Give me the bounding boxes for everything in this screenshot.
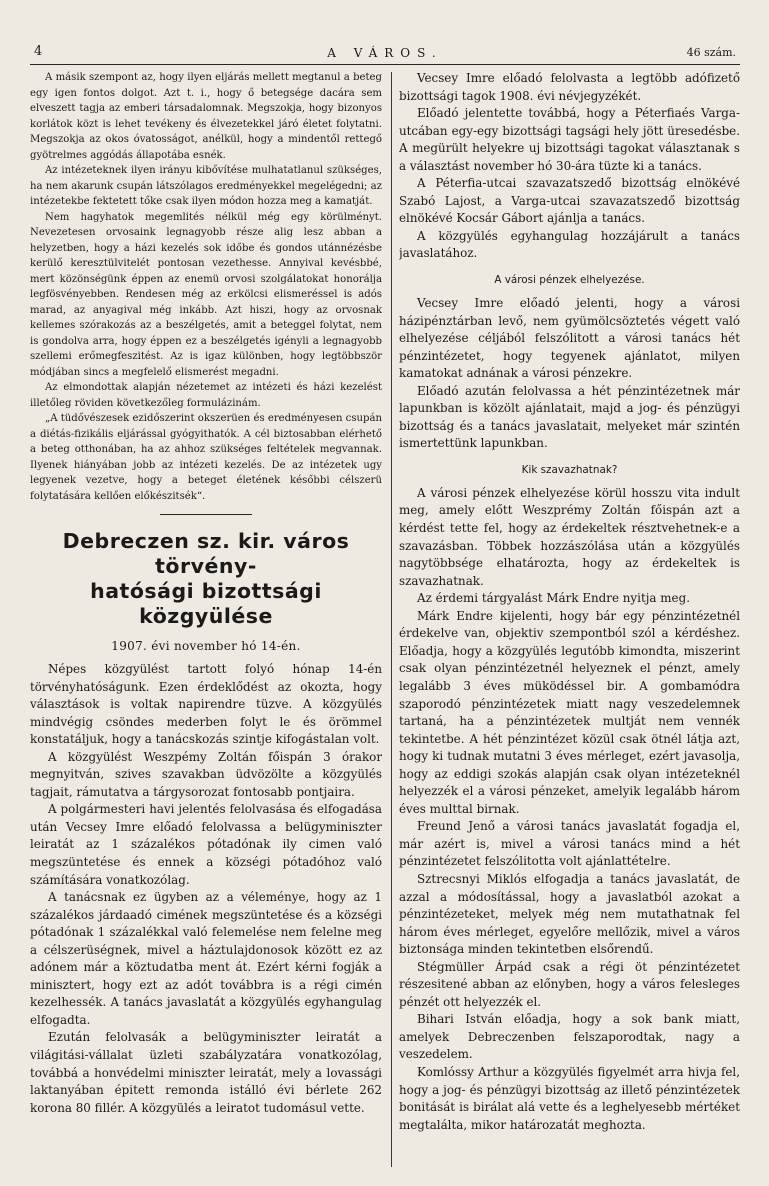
paragraph: „A tüdővészesek ezidőszerint okszerüen és eredményesen csupán a diétás-fizikális eljárással gyógyithatók. A cél biztosabban elérhető a beteg otthonában, ha az ahhoz szükséges feltételek megvannak. Ilyenek hiányában jobb az intézeti kezelés. De az intézetek ugy legyenek vezetve, hogy a beteget életének későbbi célszerü folytatására kellően előkészitsék“.: [30, 413, 382, 502]
right-column: [399, 70, 740, 1170]
paragraph: Előadó azután felolvassa a hét pénzintézetnek már lapunkban is közölt ajánlatait, majd a jog- és pénzügyi bizottság és a tanács javaslatait, melyeket már szintén ismertettünk lapunkban.: [399, 383, 740, 451]
article-date: 1907. évi november hó 14-én.: [111, 639, 301, 653]
paragraph: Stégmüller Árpád csak a régi öt pénzintézetet részesitené abban az előnyben, hogy a város felesleges pénzét ott helyezzék el.: [399, 959, 740, 1009]
newspaper-title: A VÁROS.: [327, 46, 443, 60]
paragraph: A polgármesteri havi jelentés felolvasása és elfogadása után Vecsey Imre előadó felolvassa a belügyminiszter leiratát az 1 százalékos pótadónak ily cimen való megszüntetése és ennek a községi pótadóhoz való számítására vonatkozólag.: [30, 802, 382, 887]
paragraph: Bihari István előadja, hogy a sok bank miatt, amelyek Debreczenben felszaporodtak, nagy a veszedelem.: [399, 1012, 740, 1062]
paragraph: Freund Jenő a városi tanács javaslatát fogadja el, már azért is, mivel a városi tanács mind a hét pénzintézetet felszólitotta volt ajánlattételre.: [399, 819, 740, 869]
issue-number: 46 szám.: [686, 46, 736, 59]
paragraph: Ezután felolvasák a belügyminiszter leiratát a világitási-vállalat üzleti szabályzatára vonatkozólag, továbbá a honvédelmi miniszter leiratát, mely a lovassági laktanyában épitett remonda istálló évi bérlete 262 korona 80 fillér. A közgyülés a leiratot tudomásul vette.: [30, 1030, 382, 1115]
paragraph: Vecsey Imre előadó felolvasta a legtöbb adófizető bizottsági tagok 1908. évi névjegyzékét.: [399, 71, 740, 103]
paragraph: A Péterfia-utcai szavazatszedő bizottság elnökévé Szabó Lajost, a Varga-utcai szavazatszedő bizottság elnökévé Kocsár Gábort ajánlja a tanács.: [399, 176, 740, 226]
paragraph: Sztrecsnyi Miklós elfogadja a tanács javaslatát, de azzal a módosítással, hogy a javaslatból azokat a pénzintézeteket, melyek még nem mutathatnak fel három éves mérleget, egyelőre mellőzik, mivel a város biztonsága minden tekintetben elsőrendű.: [399, 871, 740, 957]
paragraph: A városi pénzek elhelyezése körül hosszu vita indult meg, amely előtt Weszprémy Zoltán főispán azt a kérdést tette fel, hogy az érdekeltek résztvehetnek-e a szavazásban. Többek hozzászólása után a közgyülés nagytöbbsége elhatározta, hogy az érdekeltek is szavazhatnak.: [399, 485, 740, 588]
section-rule: [160, 514, 252, 515]
page-number: 4: [34, 44, 43, 59]
paragraph: Népes közgyülést tartott folyó hónap 14-én törvényhatóságunk. Ezen érdeklődést az okozta, hogy választások is voltak napirendre tüzve. A közgyülés mindvégig csöndes mederben folyt le és örömmel konstatáljuk, hogy a tanácskozás szintje kifogástalan volt.: [30, 662, 382, 747]
article-title: [30, 529, 382, 629]
paragraph: A közgyülés egyhangulag hozzájárult a tanács javaslatához.: [399, 228, 740, 261]
paragraph: Az érdemi tárgyalást Márk Endre nyitja meg.: [417, 591, 690, 606]
article-body-continued: [399, 70, 740, 1134]
paragraph: Márk Endre kijelenti, hogy bár egy pénzintézetnél érdekelve van, objektiv szempontból szól a kérdéshez. Előadja, hogy a közgyülés legutóbb kimondta, miszerint csak olyan pénzintézetnél helyeznek el pénzt, amely legalább 3 éves müködéssel bir. A gombamódra szaporodó pénzintézetek miatt nagy veszedelemnek tartaná, ha a pénzintézetek multját nem vennék tekintetbe. A hét pénzintézet közül csak ötnél látja azt, hogy ki tudnak mutatni 3 éves mérleget, ezért javasolja, hogy az eddigi szokás alapján csak olyan intézeteknél helyezzék el a városi pénzeket, amelyik legalább három éves multtal birnak.: [399, 608, 740, 816]
paragraph: Komlóssy Arthur a közgyülés figyelmét arra hivja fel, hogy a jog- és pénzügyi bizottság az illető pénzintézetek bonitását is birálat alá vette és a leghelyesebb mértéket megtalálta, mikor határozatát meghozta.: [399, 1064, 740, 1132]
article-body: [30, 661, 382, 1117]
article-title-line: Debreczen sz. kir. város törvény-: [62, 529, 350, 578]
header-rule: [30, 64, 740, 65]
left-column: [30, 70, 382, 1170]
intro-text: [30, 70, 382, 504]
paragraph: Az intézeteknek ilyen irányu kibővítése mulhatatlanul szükséges, ha nem akarunk csupán látszólagos eredményekkel megelégedni; az intézetekbe fektetett tőke csak ilyen módon hozza meg a kamatját.: [30, 165, 382, 207]
paragraph: Az elmondottak alapján nézetemet az intézeti és házi kezelést illetőleg röviden következőleg formulázinám.: [30, 382, 382, 409]
section-heading: A városi pénzek elhelyezése.: [494, 274, 645, 287]
column-divider: [391, 72, 392, 1167]
article-title-line: hatósági bizottsági közgyülése: [90, 579, 322, 628]
paragraph: Nem hagyhatok megemlités nélkül még egy körülményt. Nevezetesen orvosaink legnagyobb része alig lesz abban a helyzetben, hogy a házi kezelés sok időbe és gondos utánnézésbe kerülő keresztülvitelét pontosan vezethesse. Annyival kevésbbé, mert közönségünk éppen az enemü orvosi szolgálatokat honorálja legfösvényebben. Rendesen még az erkölcsi elismeréssel is adós marad, az anyagival még inkább. Azt hiszi, hogy az orvosnak kellemes szórakozás az a beszélgetés, amit a beteggel folytat, nem is gondolva arra, hogy éppen ez a beszélgetés igényli a legnagyobb szellemi erőmegfeszitést. Az is igaz különben, hogy legtöbbször módjában sincs a megfelelő elismerést megadni.: [30, 211, 382, 378]
paragraph: Vecsey Imre előadó jelenti, hogy a városi házipénztárban levő, nem gyümölcsöztetés végett való elhelyezése céljából felszólitott a városi tanács hét pénzintézetet, hogy tegyenek ajánlatot, milyen kamatokat adnának a városi pénzekre.: [399, 296, 740, 381]
paragraph: Előadó jelentette továbbá, hogy a Péterfiaés Varga-utcában egy-egy bizottsági tagsági hely jött üresedésbe. A megürült helyekre uj bizottsági tagokat választanak s a választást november hó 30-ára tüzte ki a tanács.: [399, 106, 740, 173]
paragraph: A tanácsnak ez ügyben az a véleménye, hogy az 1 százalékos járdaadó cimének megszüntetése és a községi pótadónak 1 százalékkal való felemelése nem felelne meg a célszerüségnek, mivel a háztulajdonosok között ez az adónem már a köztudatba ment át. Ezért kérni fogják a minisztert, hogy ezt az adót továbbra is a régi cimén kezelhessék. A tanács javaslatát a közgyülés egyhangulag elfogadta.: [30, 890, 382, 1027]
paragraph: A másik szempont az, hogy ilyen eljárás mellett megtanul a beteg egy igen fontos dolgot. Azt t. i., hogy ő betegsége dacára sem elveszett tagja az emberi társadalomnak. Megszokja, hogy bizonyos korlátok közt is lehet tevékeny és élvezetekkel járó életet folytatni. Megszokja az okos óvatosságot, anélkül, hogy a mindentől rettegő gyötrelmes aggódás állapotába esnék.: [30, 72, 382, 161]
paragraph: A közgyülést Weszpémy Zoltán főispán 3 órakor megnyitván, szives szavakban üdvözölte a közgyülés tagjait, rámutatva a tárgysorozat fontosabb pontjaira.: [30, 749, 382, 799]
section-heading: Kik szavazhatnak?: [521, 463, 618, 476]
